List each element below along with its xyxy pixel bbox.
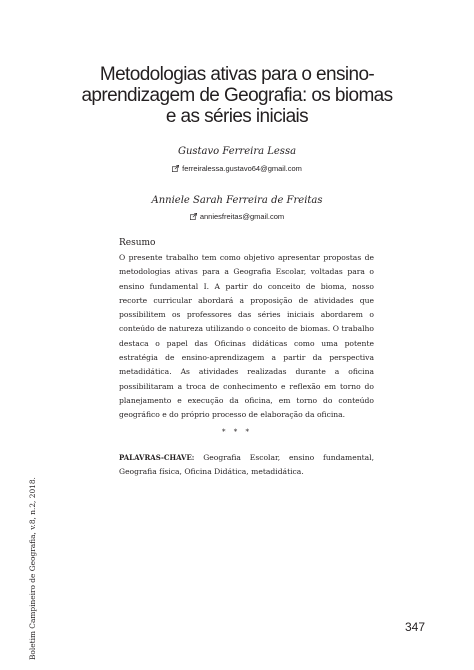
title-line: aprendizagem de Geografia: os biomas — [81, 85, 393, 106]
keywords — [119, 451, 374, 480]
article-title — [60, 64, 414, 127]
author-email-1[interactable] — [0, 164, 474, 173]
author-name-2: Anniele Sarah Ferreira de Freitas — [151, 195, 323, 206]
title-line: Metodologias ativas para o ensino- — [99, 64, 375, 85]
external-link-icon — [172, 165, 179, 172]
external-link-icon — [190, 213, 197, 220]
section-separator: * * * — [222, 428, 252, 436]
keywords-text: Geografia Escolar, ensino fundamental, Geografia física, Oficina Didática, metadidática. — [119, 453, 374, 477]
page-number: 347 — [405, 620, 426, 634]
journal-citation: Boletim Campineiro de Geografia, v.8, n.2, 2018. — [28, 477, 37, 660]
abstract-heading: Resumo — [119, 238, 156, 248]
author-email-text-2[interactable]: anniesfreitas@gmail.com — [199, 212, 285, 221]
author-email-text-1[interactable]: ferreiralessa.gustavo64@gmail.com — [182, 164, 302, 173]
author-email-2[interactable] — [0, 212, 474, 221]
title-line: e as séries iniciais — [165, 106, 309, 127]
abstract-text: O presente trabalho tem como objetivo apresentar propostas de metodologias ativas para a Geografia Escolar, voltadas para o ensino fundamental I. A partir do conceito de bioma, nosso recorte curricular abordará a proposição de atividades que possibilitem os professores das séries iniciais abordarem o conteúdo de natureza utilizando o conceito de biomas. O trabalho destaca o papel das Oficinas didáticas como uma potente estratégia de ensino-aprendizagem a partir da perspectiva metadidática. As atividades realizadas durante a oficina possibilitaram a troca de conhecimento e reflexão em torno do planejamento e execução da oficina, em torno do conteúdo geográfico e do próprio processo de elaboração da oficina. — [119, 253, 374, 420]
keywords-label: PALAVRAS-CHAVE: — [119, 453, 195, 462]
author-name-1: Gustavo Ferreira Lessa — [177, 146, 297, 157]
